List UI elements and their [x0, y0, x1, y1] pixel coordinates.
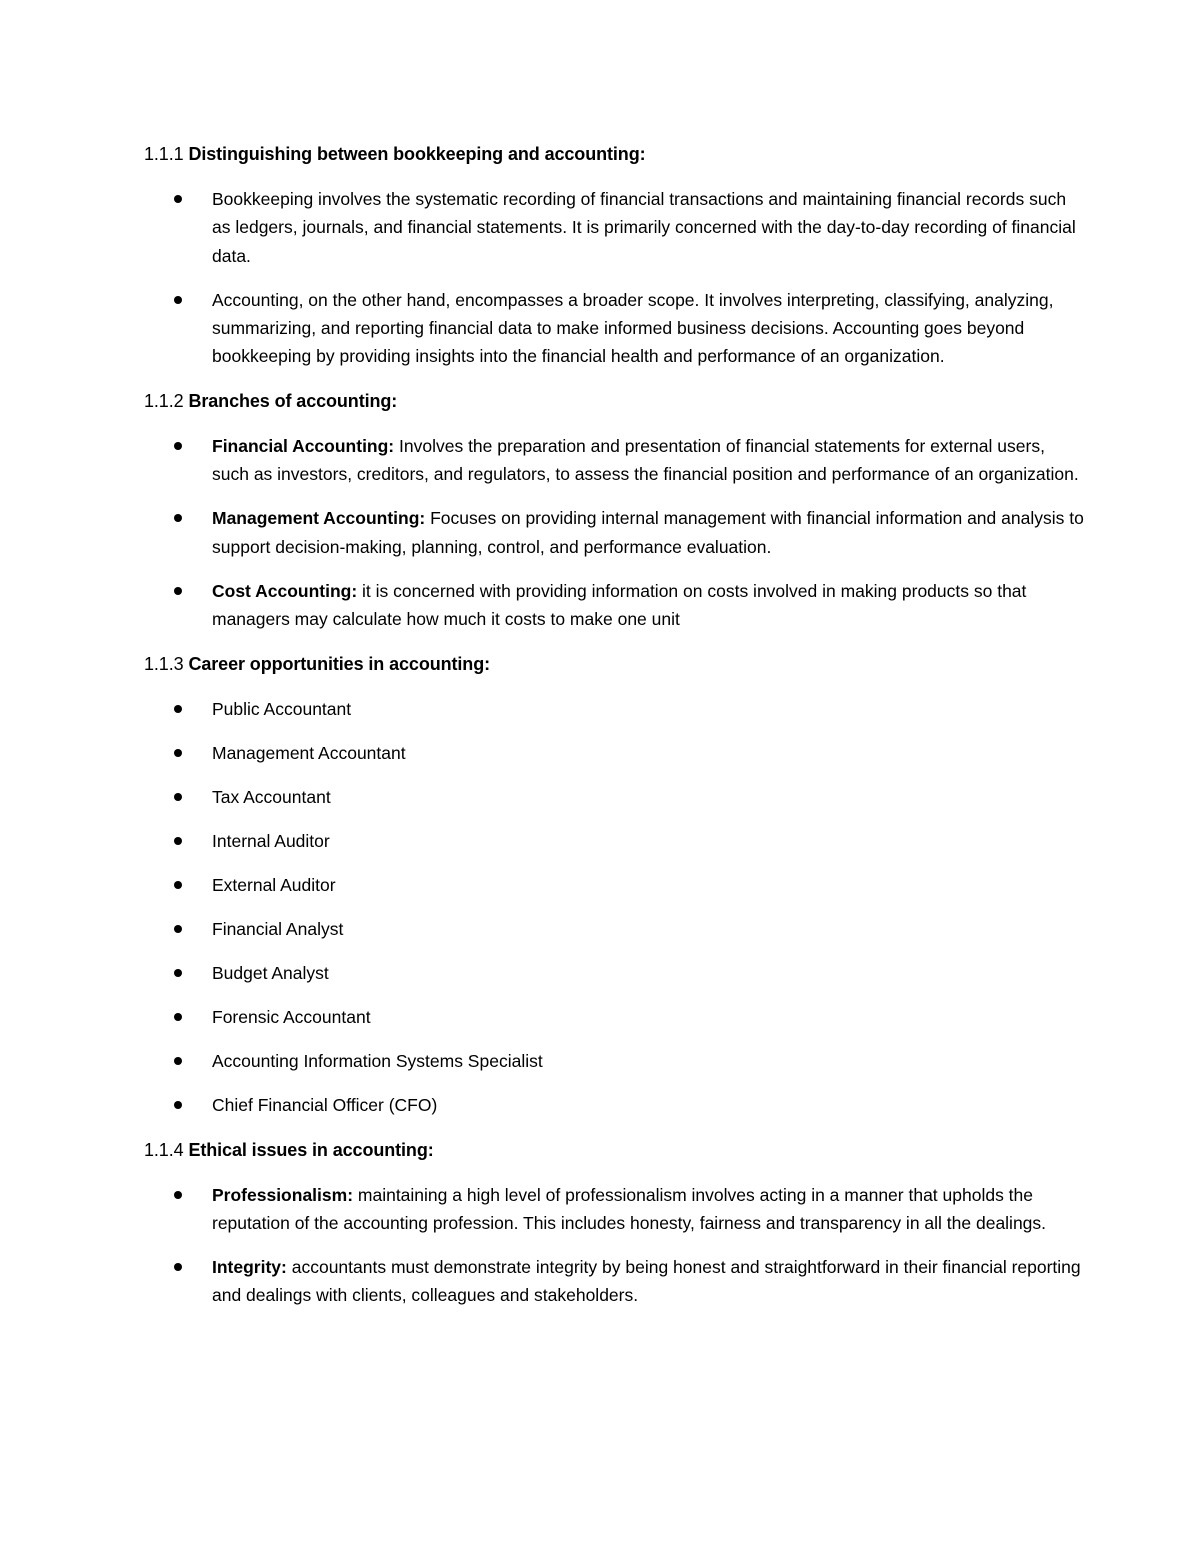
- bullet-icon: [174, 296, 182, 304]
- item-term: Integrity:: [212, 1257, 287, 1278]
- document-content: [144, 140, 1084, 1326]
- item-term: Professionalism:: [212, 1184, 354, 1205]
- bullet-icon: [174, 195, 182, 203]
- item-text: accountants must demonstrate integrity by being honest and straightforward in their financial reporting and dealings with clients, colleagues and stakeholders.: [212, 1257, 1081, 1306]
- list-item: [144, 915, 1084, 943]
- bullet-list: [144, 432, 1084, 634]
- list-item: [144, 827, 1084, 855]
- item-text: Forensic Accountant: [212, 1007, 371, 1028]
- list-item: [144, 1047, 1084, 1075]
- section-number: 1.1.4: [144, 1139, 184, 1160]
- item-text: Accounting Information Systems Specialist: [212, 1051, 543, 1072]
- list-item: [144, 432, 1084, 489]
- bullet-icon: [174, 969, 182, 977]
- list-item: [144, 286, 1084, 371]
- section-title: Ethical issues in accounting:: [188, 1139, 434, 1160]
- bullet-icon: [174, 925, 182, 933]
- section-heading: [144, 140, 1084, 168]
- list-item: [144, 1253, 1084, 1310]
- item-text: Focuses on providing internal management with financial information and analysis to support decision-making, planning, control, and performance evaluation.: [212, 508, 1084, 557]
- section-number: 1.1.1: [144, 144, 184, 164]
- list-item: [144, 1181, 1084, 1238]
- item-text: Tax Accountant: [212, 786, 331, 807]
- section-heading: [144, 387, 1084, 415]
- bullet-list: [144, 695, 1084, 1120]
- list-item: [144, 1003, 1084, 1031]
- item-term: Cost Accounting:: [212, 580, 358, 601]
- list-item: [144, 871, 1084, 899]
- item-text: External Auditor: [212, 874, 336, 895]
- bullet-icon: [174, 514, 182, 522]
- bullet-icon: [174, 881, 182, 889]
- section-number: 1.1.2: [144, 390, 184, 411]
- list-item: [144, 959, 1084, 987]
- list-item: [144, 695, 1084, 723]
- item-text: Management Accountant: [212, 742, 406, 763]
- bullet-list: [144, 185, 1084, 371]
- bullet-icon: [174, 1191, 182, 1199]
- item-text: it is concerned with providing information on costs involved in making products so that managers may calculate how much it costs to make one unit: [212, 580, 1027, 630]
- list-item: [144, 185, 1084, 270]
- bullet-icon: [174, 705, 182, 713]
- item-text: Involves the preparation and presentation of financial statements for external users, such as investors, creditors, and regulators, to assess the financial position and performance of an organization.: [212, 435, 1079, 485]
- list-item: [144, 1091, 1084, 1119]
- item-text: Budget Analyst: [212, 963, 329, 984]
- bullet-icon: [174, 1057, 182, 1065]
- item-text: Chief Financial Officer (CFO): [212, 1095, 438, 1116]
- list-item: [144, 577, 1084, 634]
- list-item: [144, 739, 1084, 767]
- bullet-icon: [174, 1101, 182, 1109]
- bullet-icon: [174, 749, 182, 757]
- bullet-icon: [174, 1263, 182, 1271]
- bullet-list: [144, 1181, 1084, 1310]
- bullet-icon: [174, 793, 182, 801]
- bullet-icon: [174, 1013, 182, 1021]
- bullet-icon: [174, 442, 182, 450]
- item-text: Public Accountant: [212, 698, 352, 719]
- bullet-icon: [174, 837, 182, 845]
- item-text: Financial Analyst: [212, 919, 344, 940]
- section-heading: [144, 650, 1084, 678]
- item-text: Accounting, on the other hand, encompasses a broader scope. It involves interpreting, classifying, analyzing, summarizing, and reporting financial data to make informed business decisions. Accounting goes beyond bookkeeping by providing insights into the financial health and performance of an organization.: [212, 289, 1054, 367]
- item-term: Financial Accounting:: [212, 435, 395, 456]
- list-item: [144, 783, 1084, 811]
- list-item: [144, 504, 1084, 561]
- section-title: Branches of accounting:: [188, 390, 398, 411]
- item-term: Management Accounting:: [212, 508, 426, 529]
- bullet-icon: [174, 587, 182, 595]
- section-title: Career opportunities in accounting:: [188, 653, 490, 674]
- section-title: Distinguishing between bookkeeping and accounting:: [188, 144, 646, 164]
- section-heading: [144, 1136, 1084, 1164]
- item-text: Bookkeeping involves the systematic recording of financial transactions and maintaining financial records such as ledgers, journals, and financial statements. It is primarily concerned with the day-to-day recording of financial data.: [212, 189, 1076, 266]
- item-text: Internal Auditor: [212, 830, 330, 851]
- item-text: maintaining a high level of professionalism involves acting in a manner that upholds the reputation of the accounting profession. This includes honesty, fairness and transparency in all the dealings.: [212, 1184, 1047, 1233]
- section-number: 1.1.3: [144, 653, 184, 674]
